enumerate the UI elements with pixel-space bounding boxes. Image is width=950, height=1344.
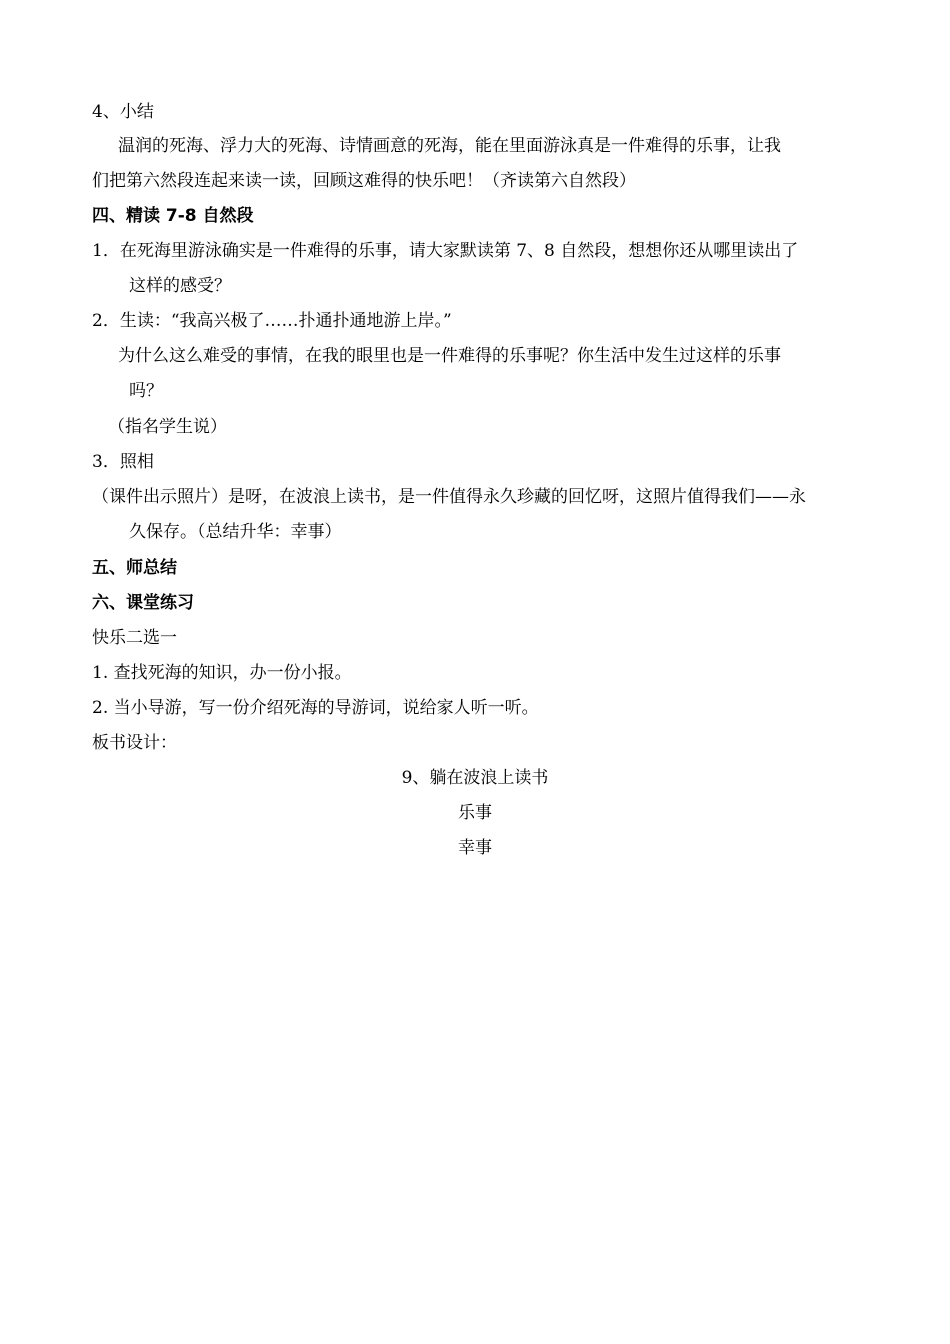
board-line-2: 幸事 [458, 838, 492, 858]
part-four-item-1-line-1: 1．在死海里游泳确实是一件难得的乐事，请大家默读第 7、8 自然段，想想你还从哪里读出了 [92, 241, 799, 261]
part-four-question-line-2: 吗？ [129, 381, 163, 401]
part-four-note: （指名学生说） [108, 417, 227, 437]
part-six-title: 六、课堂练习 [92, 593, 194, 613]
summary-paragraph-line-1: 温润的死海、浮力大的死海、诗情画意的死海，能在里面游泳真是一件难得的乐事，让我 [118, 136, 781, 156]
part-four-item-3-line-2: 久保存。（总结升华：幸事） [129, 522, 342, 542]
part-four-question-line-1: 为什么这么难受的事情，在我的眼里也是一件难得的乐事呢？你生活中发生过这样的乐事 [118, 346, 781, 366]
part-four-item-1-line-2: 这样的感受？ [129, 276, 231, 296]
board-title: 9、躺在波浪上读书 [401, 768, 549, 788]
part-five-title: 五、师总结 [92, 558, 177, 578]
board-design-label: 板书设计： [92, 733, 177, 753]
exercise-item-2: 2. 当小导游，写一份介绍死海的导游词，说给家人听一听。 [92, 698, 539, 718]
exercise-intro: 快乐二选一 [92, 628, 177, 648]
exercise-item-1: 1. 查找死海的知识，办一份小报。 [92, 663, 352, 683]
summary-paragraph-line-2: 们把第六然段连起来读一读，回顾这难得的快乐吧！（齐读第六自然段） [92, 171, 636, 191]
part-four-item-2: 2．生读：“我高兴极了……扑通扑通地游上岸。” [92, 311, 452, 331]
part-four-item-3: 3．照相 [92, 452, 154, 472]
board-line-1: 乐事 [458, 803, 492, 823]
part-four-item-3-line-1: （课件出示照片）是呀，在波浪上读书，是一件值得永久珍藏的回忆呀，这照片值得我们——永 [92, 487, 806, 507]
section-heading-summary: 4、小结 [92, 102, 154, 122]
part-four-title: 四、精读 7-8 自然段 [92, 206, 254, 226]
